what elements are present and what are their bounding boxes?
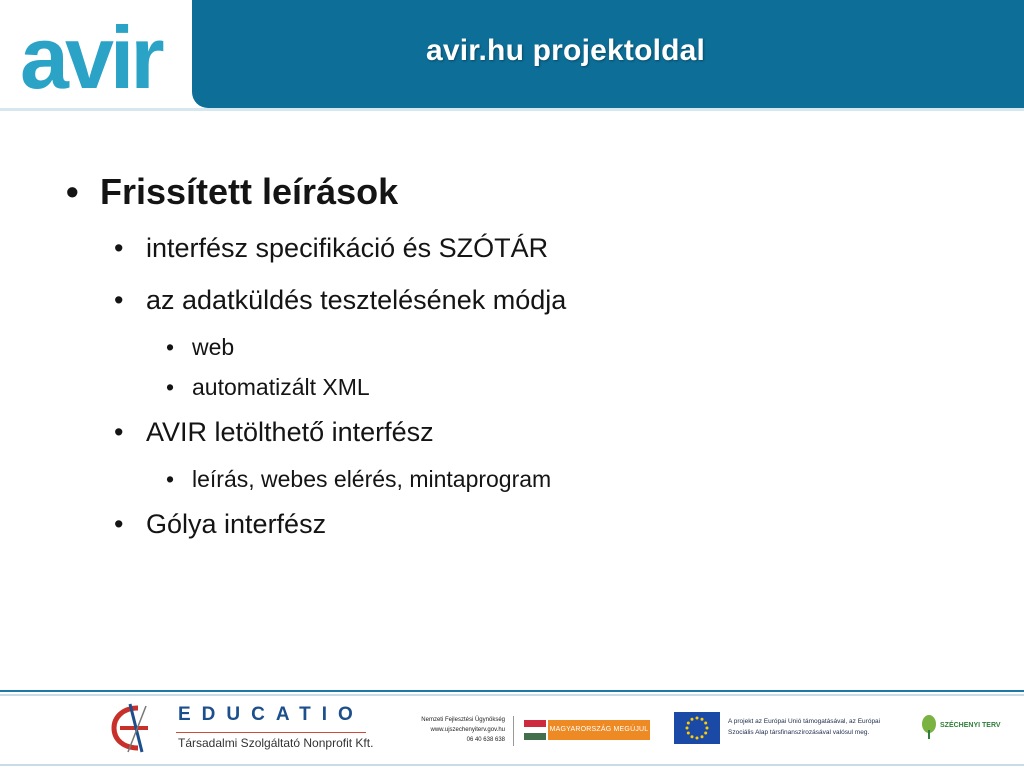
bullet-item-2-sub-2-text: automatizált XML xyxy=(192,374,370,400)
nfu-info xyxy=(405,715,505,745)
page-title: avir.hu projektoldal xyxy=(426,34,706,67)
bullet-dot: • xyxy=(114,509,124,539)
bullet-item-2-text: az adatküldés tesztelésének módja xyxy=(146,285,567,315)
bullet-item-2-sub-2 xyxy=(58,368,978,406)
bullet-dot: • xyxy=(114,417,124,447)
educatio-logo-icon xyxy=(108,702,156,754)
szechenyi-leaf-icon xyxy=(920,712,938,740)
avir-logo xyxy=(20,14,180,100)
bullet-item-4-text: Gólya interfész xyxy=(146,509,327,539)
eu-funding-line-2: Szociális Alap társfinanszírozásával valósul meg. xyxy=(728,729,870,736)
nfu-phone: 06 40 638 638 xyxy=(466,737,505,743)
footer-separator xyxy=(513,716,514,746)
bullet-dot: • xyxy=(166,334,175,360)
bullet-item-4 xyxy=(58,500,978,548)
footer-divider-light xyxy=(0,694,1024,696)
bullet-list xyxy=(58,164,978,552)
bullet-item-1 xyxy=(58,224,978,272)
bullet-item-3-sub-1 xyxy=(58,460,978,498)
eu-flag-icon xyxy=(674,712,720,744)
bullet-item-2-sub-1 xyxy=(58,328,978,366)
bullet-main xyxy=(58,164,978,220)
bullet-dot: • xyxy=(114,233,124,263)
szechenyi-terv-label: SZÉCHENYI TERV xyxy=(940,722,1001,729)
bullet-item-3-text: AVIR letölthető interfész xyxy=(146,417,434,447)
eu-funding-text xyxy=(728,716,918,738)
educatio-name: EDUCATIO xyxy=(178,704,364,725)
hu-badge: MAGYARORSZÁG MEGÚJUL xyxy=(548,720,650,740)
bullet-dot: • xyxy=(166,466,175,492)
avir-logo-graphic xyxy=(20,14,180,100)
educatio-underline xyxy=(176,732,366,733)
nfu-url: www.ujszechenyiterv.gov.hu xyxy=(430,727,505,733)
bullet-dot: • xyxy=(166,374,175,400)
avir-logo-text: avir xyxy=(20,14,161,100)
header-logo-area xyxy=(0,0,190,112)
bullet-dot: • xyxy=(114,285,124,315)
bullet-item-2 xyxy=(58,276,978,324)
educatio-subtitle: Társadalmi Szolgáltató Nonprofit Kft. xyxy=(178,736,374,750)
footer-bottom-line xyxy=(0,764,1024,766)
hungarian-flag-icon xyxy=(524,720,546,740)
bullet-item-3 xyxy=(58,408,978,456)
bullet-item-1-text: interfész specifikáció és SZÓTÁR xyxy=(146,233,549,263)
eu-funding-line-1: A projekt az Európai Unió támogatásával, az Európai xyxy=(728,718,881,725)
header-divider xyxy=(0,108,1024,111)
bullet-item-2-sub-1-text: web xyxy=(192,334,235,360)
bullet-dot: • xyxy=(66,171,79,212)
footer-divider xyxy=(0,690,1024,692)
nfu-name: Nemzeti Fejlesztési Ügynökség xyxy=(421,717,505,723)
bullet-item-3-sub-1-text: leírás, webes elérés, mintaprogram xyxy=(192,466,552,492)
bullet-main-text: Frissített leírások xyxy=(100,171,399,212)
